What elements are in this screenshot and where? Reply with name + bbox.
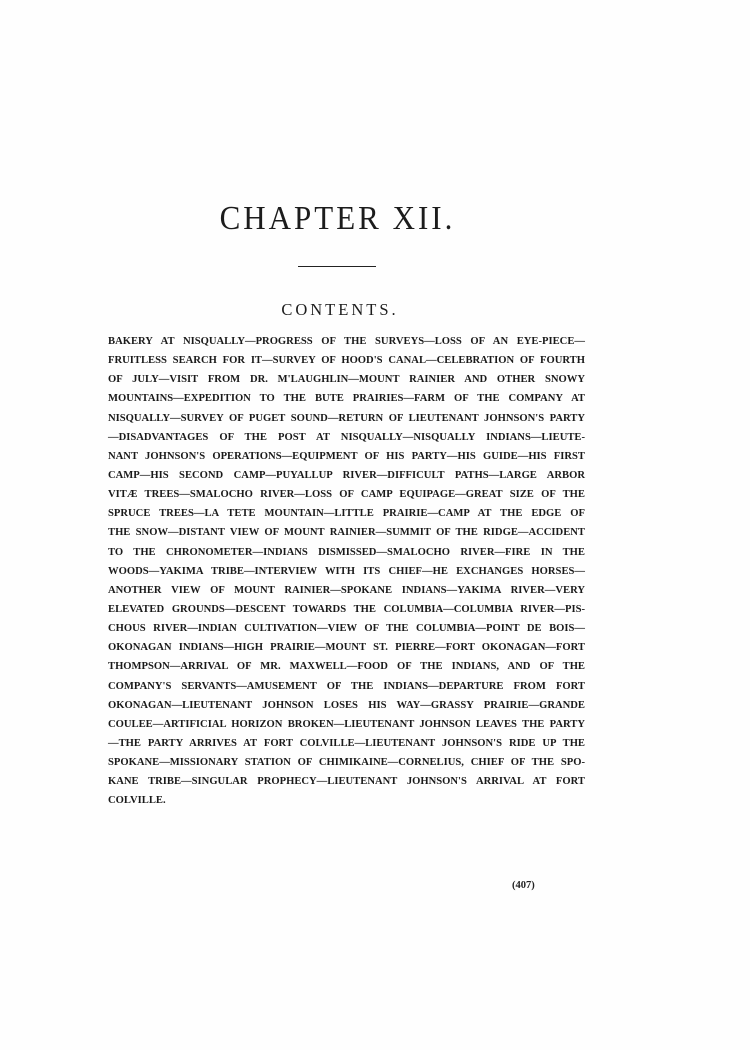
- chapter-title: CHAPTER XII.: [219, 198, 456, 237]
- contents-line: —THE PARTY ARRIVES AT FORT COLVILLE—LIEUTENANT JOHNSON'S RIDE UP THE: [108, 737, 585, 749]
- contents-line: KANE TRIBE—SINGULAR PROPHECY—LIEUTENANT JOHNSON'S ARRIVAL AT FORT: [108, 776, 585, 788]
- title-divider: [298, 266, 376, 267]
- contents-line: BAKERY AT NISQUALLY—PROGRESS OF THE SURVEYS—LOSS OF AN EYE-PIECE—: [108, 336, 585, 347]
- contents-line: ANOTHER VIEW OF MOUNT RAINIER—SPOKANE INDIANS—YAKIMA RIVER—VERY: [108, 584, 585, 596]
- contents-line: NISQUALLY—SURVEY OF PUGET SOUND—RETURN OF LIEUTENANT JOHNSON'S PARTY: [108, 412, 585, 424]
- contents-line: SPOKANE—MISSIONARY STATION OF CHIMIKAINE—CORNELIUS, CHIEF OF THE SPO-: [108, 757, 585, 769]
- contents-line: THE SNOW—DISTANT VIEW OF MOUNT RAINIER—SUMMIT OF THE RIDGE—ACCIDENT: [108, 527, 585, 539]
- contents-line: CAMP—HIS SECOND CAMP—PUYALLUP RIVER—DIFFICULT PATHS—LARGE ARBOR: [108, 469, 585, 481]
- contents-line: OKONAGAN INDIANS—HIGH PRAIRIE—MOUNT ST. PIERRE—FORT OKONAGAN—FORT: [108, 642, 585, 654]
- contents-paragraph: [108, 332, 585, 811]
- contents-line: THOMPSON—ARRIVAL OF MR. MAXWELL—FOOD OF THE INDIANS, AND OF THE: [108, 661, 585, 673]
- contents-line: —DISADVANTAGES OF THE POST AT NISQUALLY—NISQUALLY INDIANS—LIEUTE-: [108, 431, 585, 443]
- contents-line: OF JULY—VISIT FROM DR. M'LAUGHLIN—MOUNT RAINIER AND OTHER SNOWY: [108, 374, 585, 386]
- contents-line: VITÆ TREES—SMALOCHO RIVER—LOSS OF CAMP EQUIPAGE—GREAT SIZE OF THE: [108, 489, 585, 501]
- contents-line: NANT JOHNSON'S OPERATIONS—EQUIPMENT OF HIS PARTY—HIS GUIDE—HIS FIRST: [108, 450, 585, 462]
- page-number: (407): [512, 880, 535, 891]
- contents-line: TO THE CHRONOMETER—INDIANS DISMISSED—SMALOCHO RIVER—FIRE IN THE: [108, 546, 585, 558]
- contents-line: MOUNTAINS—EXPEDITION TO THE BUTE PRAIRIES—FARM OF THE COMPANY AT: [108, 393, 585, 405]
- contents-line: CHOUS RIVER—INDIAN CULTIVATION—VIEW OF THE COLUMBIA—POINT DE BOIS—: [108, 623, 585, 635]
- contents-line: OKONAGAN—LIEUTENANT JOHNSON LOSES HIS WAY—GRASSY PRAIRIE—GRANDE: [108, 699, 585, 711]
- contents-line: COMPANY'S SERVANTS—AMUSEMENT OF THE INDIANS—DEPARTURE FROM FORT: [108, 680, 585, 692]
- contents-line: ELEVATED GROUNDS—DESCENT TOWARDS THE COLUMBIA—COLUMBIA RIVER—PIS-: [108, 603, 585, 615]
- contents-line: COULEE—ARTIFICIAL HORIZON BROKEN—LIEUTENANT JOHNSON LEAVES THE PARTY: [108, 718, 585, 730]
- contents-heading: CONTENTS.: [281, 300, 399, 319]
- contents-line: WOODS—YAKIMA TRIBE—INTERVIEW WITH ITS CHIEF—HE EXCHANGES HORSES—: [108, 565, 585, 577]
- contents-line: COLVILLE.: [108, 795, 166, 807]
- contents-line: SPRUCE TREES—LA TETE MOUNTAIN—LITTLE PRAIRIE—CAMP AT THE EDGE OF: [108, 508, 585, 520]
- contents-line: FRUITLESS SEARCH FOR IT—SURVEY OF HOOD'S CANAL—CELEBRATION OF FOURTH: [108, 355, 585, 367]
